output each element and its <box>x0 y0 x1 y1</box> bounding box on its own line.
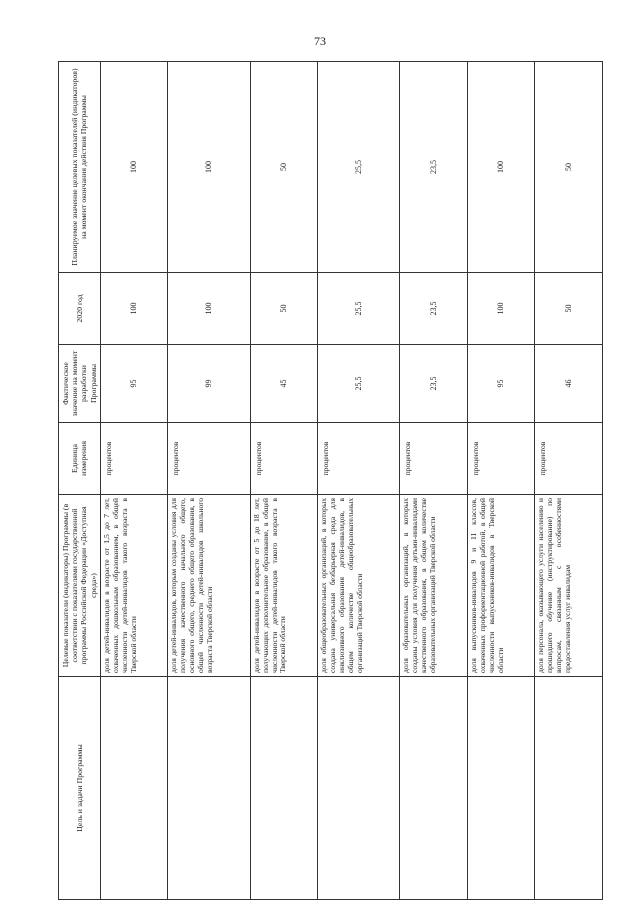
planned-value-cell: 50 <box>535 62 603 273</box>
unit-cell: процентов <box>100 423 168 495</box>
year-2020-value-cell: 50 <box>535 273 603 345</box>
unit-cell: процентов <box>168 423 250 495</box>
unit-cell: процентов <box>467 423 535 495</box>
table-row <box>168 62 250 900</box>
planned-value-cell: 100 <box>467 62 535 273</box>
year-2020-value-cell: 25,5 <box>318 273 400 345</box>
header-goal: Цель и задачи Программы <box>59 677 101 900</box>
indicator-cell: доля персонала, оказывающего услуги населению и прошедшего обучение (инструктирование) по вопросам, связанным с особенностями предоставления услуг инвалидам <box>535 495 603 677</box>
header-indicator: Целевые показатели (индикаторы) Программы (в соответствии с показателями государственной программы Российской Федерации «Доступная среда») <box>59 495 101 677</box>
year-2020-value-cell: 100 <box>100 273 168 345</box>
actual-value-cell: 45 <box>250 345 318 423</box>
actual-value-cell: 23,5 <box>400 345 468 423</box>
header-unit: Единица измерения <box>59 423 101 495</box>
indicator-cell: доля детей-инвалидов в возрасте от 5 до 18 лет, получающих дополнительное образование, в общей численности детей-инвалидов такого возраста в Тверской области <box>250 495 318 677</box>
unit-cell: процентов <box>250 423 318 495</box>
unit-cell: процентов <box>535 423 603 495</box>
header-year-2020: 2020 год <box>59 273 101 345</box>
table-row <box>250 62 318 900</box>
goal-cell <box>400 677 468 900</box>
goal-cell <box>467 677 535 900</box>
program-indicators-table <box>58 61 603 900</box>
table-rotator <box>58 62 640 832</box>
unit-cell: процентов <box>318 423 400 495</box>
unit-cell: процентов <box>400 423 468 495</box>
indicator-cell: доля детей-инвалидов, которым созданы условия для получения качественного начального общего, основного общего, среднего общего образования, в общей численности детей-инвалидов школьного возраста Тверской области <box>168 495 250 677</box>
actual-value-cell: 99 <box>168 345 250 423</box>
goal-cell <box>318 677 400 900</box>
indicator-cell: доля общеобразовательных организаций, в которых создана универсальная безбарьерная среда для инклюзивного образования детей-инвалидов, в общем количестве общеобразовательных организаций Тверской области <box>318 495 400 677</box>
page-number: 73 <box>314 34 326 48</box>
goal-cell <box>535 677 603 900</box>
table-row <box>318 62 400 900</box>
table-row <box>400 62 468 900</box>
year-2020-value-cell: 100 <box>168 273 250 345</box>
actual-value-cell: 95 <box>467 345 535 423</box>
actual-value-cell: 25,5 <box>318 345 400 423</box>
goal-cell <box>250 677 318 900</box>
header-actual: Фактическое значение на момент разработки Программы <box>59 345 101 423</box>
program-indicators-table-wrapper <box>58 62 603 900</box>
goal-cell <box>168 677 250 900</box>
indicator-cell: доля выпускников-инвалидов 9 и 11 классов, охваченных профориентационной работой, в общей численности выпускников-инвалидов в Тверской области <box>467 495 535 677</box>
table-header-row <box>59 62 101 900</box>
planned-value-cell: 25,5 <box>318 62 400 273</box>
year-2020-value-cell: 50 <box>250 273 318 345</box>
table-row <box>535 62 603 900</box>
table-row <box>100 62 168 900</box>
planned-value-cell: 100 <box>100 62 168 273</box>
indicator-cell: доля детей-инвалидов в возрасте от 1,5 до 7 лет, охваченных дошкольным образованием, в общей численности детей-инвалидов такого возраста в Тверской области <box>100 495 168 677</box>
actual-value-cell: 46 <box>535 345 603 423</box>
planned-value-cell: 23,5 <box>400 62 468 273</box>
planned-value-cell: 100 <box>168 62 250 273</box>
planned-value-cell: 50 <box>250 62 318 273</box>
table-row <box>467 62 535 900</box>
actual-value-cell: 95 <box>100 345 168 423</box>
year-2020-value-cell: 23,5 <box>400 273 468 345</box>
header-planned: Планируемое значение целевых показателей (индикаторов) на момент окончания действия Программы <box>59 62 101 273</box>
indicator-cell: доля образовательных организаций, в которых созданы условия для получения детьми-инвалидами качественного образования, в общем количестве образовательных организаций Тверской области <box>400 495 468 677</box>
goal-cell <box>100 677 168 900</box>
year-2020-value-cell: 100 <box>467 273 535 345</box>
